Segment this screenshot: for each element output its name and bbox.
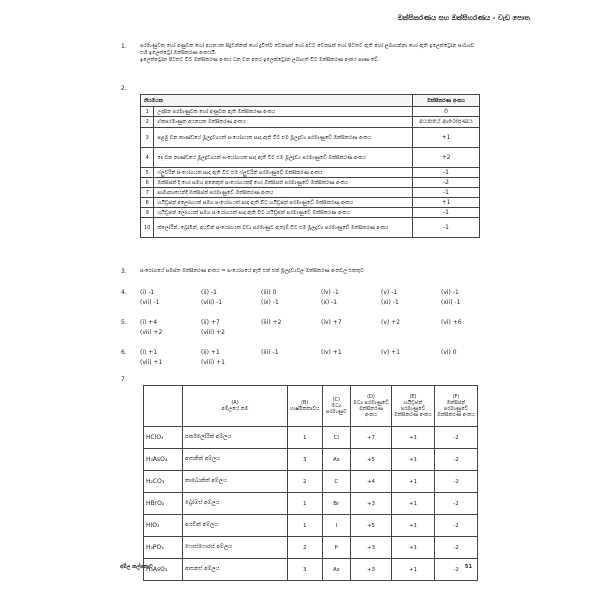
answer-item: (ii) -1 [201, 289, 217, 296]
rules-table-row [141, 188, 480, 198]
acids-table [143, 385, 478, 581]
acids-table-row [144, 427, 478, 449]
acid-formula: HClO₄ [144, 427, 183, 449]
central-ox-number: +3 [351, 559, 392, 581]
oxygen-ox-number: -2 [434, 493, 477, 515]
central-ox-number: +5 [351, 515, 392, 537]
central-atom: I [322, 515, 350, 537]
hydrogen-ox-number: +1 [391, 493, 434, 515]
rule-value: -2 [413, 178, 480, 188]
rules-table-row [141, 148, 480, 168]
answer-item: (vi) -1 [441, 289, 459, 296]
acid-formula: H₂CO₃ [144, 471, 183, 493]
basicity: 1 [288, 493, 323, 515]
acid-name: ෆොස්ෆොරස් අම්ලය [183, 537, 288, 559]
hydrogen-ox-number: +1 [391, 515, 434, 537]
acids-table-row [144, 515, 478, 537]
acids-table-row [144, 471, 478, 493]
answer-item: (vii) +2 [140, 329, 163, 336]
acids-table-header [144, 386, 478, 427]
acids-table-row [144, 559, 478, 581]
answer-item: (i) -1 [140, 289, 155, 296]
hydrogen-ox-number: +1 [391, 559, 434, 581]
oxygen-ox-number: -2 [434, 471, 477, 493]
central-atom: P [322, 537, 350, 559]
rule-number: 2 [141, 117, 154, 128]
rule-value: -1 [413, 208, 480, 218]
acid-formula: HIO₃ [144, 515, 183, 537]
q1-line2: ඉලෙක්ට්‍රෝන පිටතට විට ඔක්සිකරණ අංකය ධන වන අතර ඉලෙක්ට්‍රෝන ලබාගත් විට ඔක්සිකරණ අංකය සෘණ වේ. [140, 57, 380, 63]
question-number-3: 3. [121, 268, 127, 275]
rule-value: -1 [413, 168, 480, 178]
acid-formula: H₃AsO₃ [144, 559, 183, 581]
rule-number: 1 [141, 107, 154, 117]
basicity: 3 [288, 449, 323, 471]
question-3-text: සංයෝගයේ සමස්ත ඔක්සිකරණ අංකය = සංයෝගයේ ඇති එක් එක් මූලද්‍රව්‍යවල ඔක්සිකරණ අංකවල එකතුව [140, 268, 364, 274]
rule-text: සාමාන්‍යයෙන්දී ඔක්සිජන් පරමාණුවේ ඔක්සිකරණ අංකය [154, 188, 413, 198]
q1-line1: පරමාණුවක හෝ අණුවක හෝ අයනයක සිදුවන්නක් හෝ දුවිත්ව වෙනසක් හෝ අවට වෙනසක් හෝ පිටතට ඇති හෝ ලබාගන්නා හෝ ඇති ඉලෙක්ට්‍රෝන සංඛ්‍යාව එහි ඉලෙක්ට්‍රෝ ඔක්සිකරණ අංකයයි. [140, 43, 475, 56]
answer-item: (vi) 0 [441, 349, 457, 356]
rule-number: 4 [141, 148, 154, 168]
central-atom: Cl [322, 427, 350, 449]
oxygen-ox-number: -2 [434, 559, 477, 581]
acid-name: ආසනික් අම්ලය [183, 449, 288, 471]
rules-col-rule: නියමයක [141, 95, 413, 107]
answer-item: (iv) -1 [321, 289, 339, 296]
basicity: 1 [288, 515, 323, 537]
answer-item: (ii) +7 [201, 319, 220, 326]
rule-value: -1 [413, 218, 480, 238]
rules-table-row [141, 107, 480, 117]
answer-item: (viii) -1 [201, 299, 223, 306]
rules-table-row [141, 178, 480, 188]
acids-col-header: (B) භාෂ්මිකතාවය [288, 386, 323, 427]
oxygen-ox-number: -2 [434, 515, 477, 537]
basicity: 3 [288, 559, 323, 581]
rules-table-row [141, 168, 480, 178]
rule-text: ඒකපරමාණුක අයනයක ඔක්සිකරණ අංකය [154, 117, 413, 128]
answer-item: (viii) +1 [201, 359, 225, 366]
central-ox-number: +4 [351, 471, 392, 493]
acid-name: අයඩික් අම්ලය [183, 515, 288, 537]
oxygen-ox-number: -2 [434, 427, 477, 449]
rule-value: අයනයේ ආරෝපණය [413, 117, 480, 128]
acids-table-row [144, 493, 478, 515]
acid-formula: HBrO₂ [144, 493, 183, 515]
rule-text: දෙ වන කාණ්ඩයේ මූලද්‍රව්‍යයක් සංයෝගයක සාදා ඇති විට එම මූලද්‍රව්‍ය පරමාණුවේ ඔක්සිකරණ අංකය [154, 148, 413, 168]
answer-item: (iv) +7 [321, 319, 342, 326]
rules-table-row [141, 218, 480, 238]
rules-table-row [141, 198, 480, 208]
central-ox-number: +5 [351, 449, 392, 471]
central-atom: C [322, 471, 350, 493]
answer-item: (i) +4 [140, 319, 158, 326]
page-number: 51 [465, 564, 472, 570]
rule-text: හයිඩ්‍රජන් අලෝහයක් සමග සංයෝගයක් සාදා ඇති විට හයිඩ්‍රජන් පරමාණුවේ ඔක්සිකරණ අංකය [154, 198, 413, 208]
rule-value: +1 [413, 198, 480, 208]
rule-text: උදාසීන පරමාණුවක හෝ අණුවක ඇති ඔක්සිකරණ අංකය [154, 107, 413, 117]
rule-number: 3 [141, 128, 154, 148]
rule-number: 10 [141, 218, 154, 238]
answer-item: (i) +1 [140, 349, 158, 356]
oxygen-ox-number: -2 [434, 537, 477, 559]
question-number-7: 7. [121, 376, 127, 383]
answer-item: (x) -1 [321, 299, 338, 306]
rule-value: +2 [413, 148, 480, 168]
page-title: ඔක්සිකරණය සහ ඔක්සිහරණය - වැඩ පොත [397, 14, 530, 22]
rule-number: 7 [141, 188, 154, 198]
basicity: 1 [288, 427, 323, 449]
rule-value: +1 [413, 128, 480, 148]
acid-name: පර්ක්ලෝරික් අම්ලය [183, 427, 288, 449]
rule-text: පළමු වන කාණ්ඩයේ මූලද්‍රව්‍යයක් සංයෝගයක සාදා ඇති විට එම මූලද්‍රව්‍ය පරමාණුවේ ඔක්සිකරණ අංකය [154, 128, 413, 148]
rule-number: 5 [141, 168, 154, 178]
basicity: 2 [288, 537, 323, 559]
rules-table-header [141, 95, 480, 107]
question-number-6: 6. [121, 349, 127, 356]
hydrogen-ox-number: +1 [391, 471, 434, 493]
answer-item: (ix) -1 [261, 299, 279, 306]
question-number-1: 1. [121, 43, 127, 50]
acid-name: ආසනස් අම්ලය [183, 559, 288, 581]
rule-text: ඔක්සිජන් දී හෝ සමහ අනෙකුත් සංයෝගයකදී හෝ ඔක්සිජන් පරමාණුවේ ඔක්සිකරණ අංකය [154, 178, 413, 188]
rules-col-value: ඔක්සිකරණ අංකය [413, 95, 480, 107]
rules-table-row [141, 117, 480, 128]
rule-number: 9 [141, 208, 154, 218]
answer-item: (iv) +1 [321, 349, 342, 356]
acid-name: කාබොනික් අම්ලය [183, 471, 288, 493]
answer-item: (xi) -1 [381, 299, 399, 306]
central-atom: As [322, 449, 350, 471]
acids-col-header: (E) හයිඩ්‍රජන් පරමාණුවේ ඔක්සිකරණ අංකය [391, 386, 434, 427]
rule-value: 0 [413, 107, 480, 117]
acids-formula-header [144, 386, 183, 427]
rule-number: 6 [141, 178, 154, 188]
rule-text: ෆ්ලුවරින් සංයෝගයක සාදා ඇති විට එම ෆ්ලුවරින් පරමාණුවේ ඔක්සිකරණ අංකය [154, 168, 413, 178]
hydrogen-ox-number: +1 [391, 449, 434, 471]
acid-formula: H₃AsO₄ [144, 449, 183, 471]
central-atom: As [322, 559, 350, 581]
question-1-text [140, 43, 480, 64]
rule-number: 8 [141, 198, 154, 208]
answer-item: (iii) -1 [261, 349, 279, 356]
answer-item: (vii) +1 [140, 359, 163, 366]
question-number-2: 2. [121, 85, 127, 92]
acids-col-header: (F) ඔක්සිජන් පරමාණුවේ ඔක්සිකරණ අංකය [434, 386, 477, 427]
answer-item: (v) -1 [381, 289, 398, 296]
acids-col-header: (A) අම්ලයේ නම [183, 386, 288, 427]
answer-item: (ii) +1 [201, 349, 220, 356]
central-ox-number: +3 [351, 537, 392, 559]
question-number-4: 4. [121, 289, 127, 296]
rules-table [140, 94, 480, 238]
hydrogen-ox-number: +1 [391, 427, 434, 449]
rules-table-row [141, 128, 480, 148]
rule-text: ක්ලෝරීන්, බ්‍රෝමීන්, අයඩීන් සංයෝගයක වඩා පරමාණුව ඇතැම් විට එම මූලද්‍රව්‍ය පරමාණුවේ ඔක්සිකරණ අංකය [154, 218, 413, 238]
basicity: 2 [288, 471, 323, 493]
central-ox-number: +3 [351, 493, 392, 515]
acids-table-row [144, 537, 478, 559]
acids-col-header: (D) මධ්‍ය පරමාණුවේ ඔක්සිකරණ අංකය [351, 386, 392, 427]
answer-item: (iii) +2 [261, 319, 282, 326]
rule-value: -1 [413, 188, 480, 198]
answer-item: (xii) -1 [441, 299, 461, 306]
hydrogen-ox-number: +1 [391, 537, 434, 559]
central-ox-number: +7 [351, 427, 392, 449]
question-number-5: 5. [121, 319, 127, 326]
central-atom: Br [322, 493, 350, 515]
answer-item: (v) +2 [381, 319, 400, 326]
acid-formula: H₃PO₃ [144, 537, 183, 559]
rule-text: හයිඩ්‍රජන් ලෝහයක් සමග සංයෝගයක් සාදා ඇති විට හයිඩ්‍රජන් පරමාණුවේ ඔක්සිකරණ අංකය [154, 208, 413, 218]
footer-left: අම්ල කල්පනාව [120, 564, 153, 570]
rules-table-row [141, 208, 480, 218]
acids-table-row [144, 449, 478, 471]
answer-item: (viii) +2 [201, 329, 225, 336]
oxygen-ox-number: -2 [434, 449, 477, 471]
answer-item: (vi) +6 [441, 319, 462, 326]
acid-name: බ්‍රෝමස් අම්ලය [183, 493, 288, 515]
acids-col-header: (C) මධ්‍ය පරමාණුව [322, 386, 350, 427]
answer-item: (iii) 0 [261, 289, 277, 296]
answer-item: (vii) -1 [140, 299, 160, 306]
answer-item: (v) +1 [381, 349, 400, 356]
